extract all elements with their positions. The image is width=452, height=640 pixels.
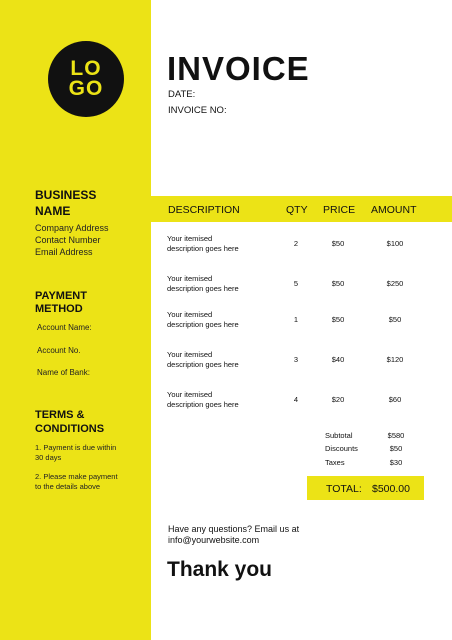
term-1-line-2: 30 days: [35, 453, 62, 462]
taxes-label: Taxes: [325, 458, 345, 467]
account-name-label: Account Name:: [37, 323, 92, 332]
bank-name-label: Name of Bank:: [37, 368, 90, 377]
item-description-line-2: description goes here: [167, 360, 239, 369]
payment-heading-line-2: METHOD: [35, 303, 83, 315]
discounts-value: $50: [389, 444, 403, 453]
questions-text: Have any questions? Email us at: [168, 524, 300, 534]
invoice-no-label: INVOICE NO:: [168, 105, 227, 116]
item-price: $50: [331, 239, 345, 248]
item-description-line-2: description goes here: [167, 400, 239, 409]
item-qty: 3: [293, 355, 299, 364]
column-header-qty: QTY: [286, 204, 308, 216]
logo: [48, 41, 124, 117]
subtotal-label: Subtotal: [325, 431, 353, 440]
contact-email-link[interactable]: info@yourwebsite.com: [168, 535, 260, 545]
item-qty: 2: [293, 239, 299, 248]
item-price: $50: [331, 279, 345, 288]
item-qty: 5: [293, 279, 299, 288]
term-2-line-2: to the details above: [35, 482, 101, 491]
column-header-price: PRICE: [323, 204, 356, 216]
payment-heading-line-1: PAYMENT: [35, 290, 87, 302]
total-value: $500.00: [372, 483, 410, 495]
term-1-line-1: 1. Payment is due within: [35, 443, 117, 452]
discounts-label: Discounts: [325, 444, 358, 453]
total-label: TOTAL:: [326, 483, 362, 495]
business-name-line-1: BUSINESS: [35, 188, 97, 202]
item-description-line-2: description goes here: [167, 284, 239, 293]
logo-line-1: LO: [70, 57, 102, 80]
terms-heading-line-1: TERMS &: [35, 409, 85, 421]
contact-number: Contact Number: [35, 235, 101, 245]
item-price: $40: [331, 355, 345, 364]
invoice-title: INVOICE: [167, 50, 310, 87]
item-description-line-2: description goes here: [167, 244, 239, 253]
item-description-line-1: Your itemised: [167, 390, 213, 399]
date-label: DATE:: [168, 89, 196, 100]
item-description-line-1: Your itemised: [167, 234, 213, 243]
logo-line-2: GO: [68, 77, 104, 100]
item-description-line-1: Your itemised: [167, 274, 213, 283]
item-price: $20: [331, 395, 345, 404]
company-address: Company Address: [35, 223, 109, 233]
taxes-value: $30: [389, 458, 403, 467]
item-amount: $120: [386, 355, 404, 364]
item-description-line-2: description goes here: [167, 320, 239, 329]
column-header-amount: AMOUNT: [371, 204, 417, 216]
thank-you-text: Thank you: [167, 558, 273, 581]
column-header-description: DESCRIPTION: [168, 204, 240, 216]
terms-heading-line-2: CONDITIONS: [35, 423, 105, 435]
item-qty: 1: [293, 315, 299, 324]
item-amount: $50: [388, 315, 402, 324]
item-amount: $100: [386, 239, 404, 248]
item-amount: $250: [386, 279, 404, 288]
email-address: Email Address: [35, 247, 93, 257]
term-2-line-1: 2. Please make payment: [35, 472, 118, 481]
item-amount: $60: [388, 395, 402, 404]
account-no-label: Account No.: [37, 346, 81, 355]
item-description-line-1: Your itemised: [167, 310, 213, 319]
subtotal-value: $580: [387, 431, 405, 440]
item-qty: 4: [293, 395, 299, 404]
business-name-line-2: NAME: [35, 204, 71, 218]
item-description-line-1: Your itemised: [167, 350, 213, 359]
item-price: $50: [331, 315, 345, 324]
